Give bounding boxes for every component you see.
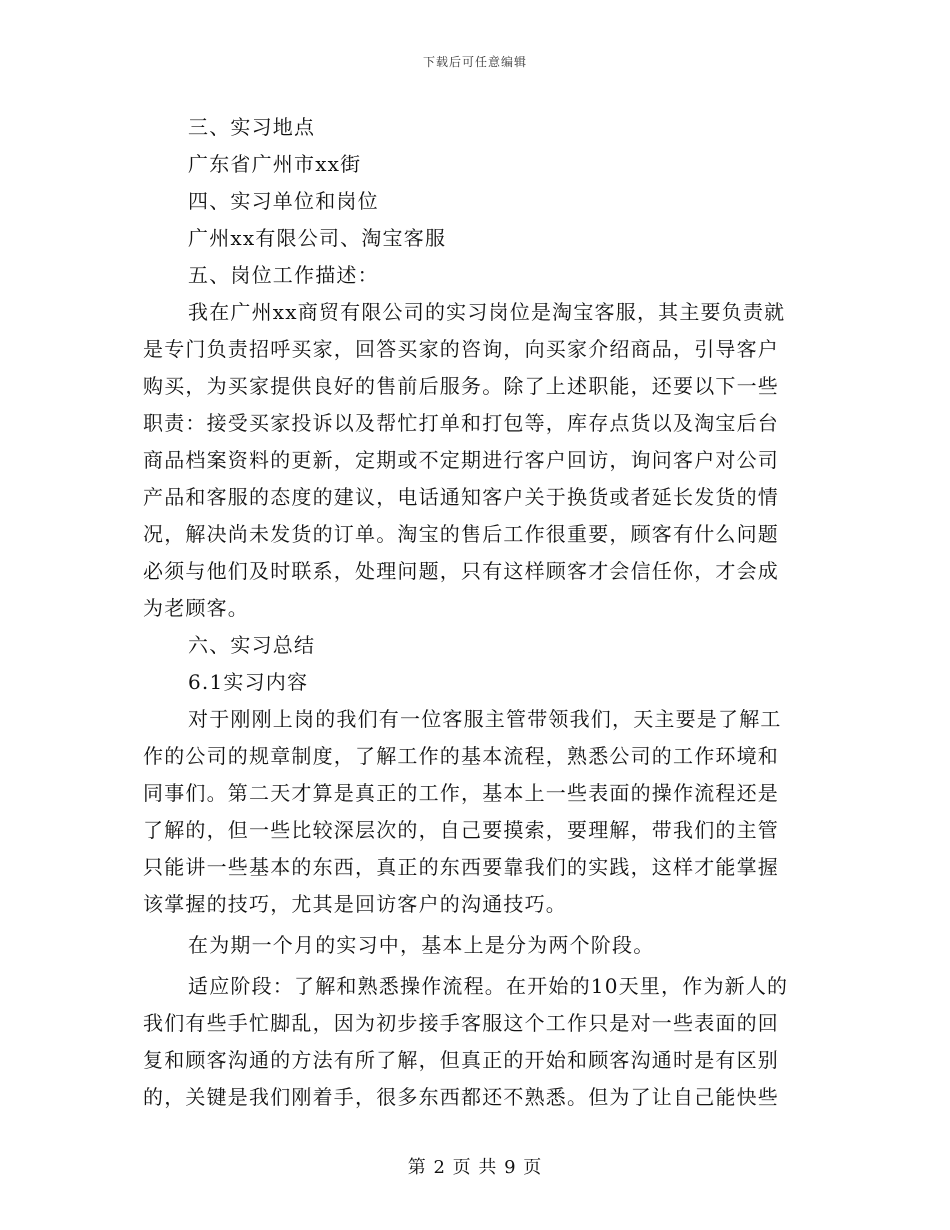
paragraph-line: 是专门负责招呼买家，回答买家的咨询，向买家介绍商品，引导客户 <box>143 337 779 361</box>
section-heading-unit: 四、实习单位和岗位 <box>188 189 379 213</box>
paragraph-line: 我在广州xx商贸有限公司的实习岗位是淘宝客服，其主要负责就 <box>188 300 786 324</box>
paragraph-line: 复和顾客沟通的方法有所了解，但真正的开始和顾客沟通时是有区别 <box>143 1048 779 1072</box>
document-body <box>143 109 807 1116</box>
paragraph-line: 必须与他们及时联系，处理问题，只有这样顾客才会信任你，才会成 <box>143 559 779 583</box>
section-heading-location: 三、实习地点 <box>188 115 316 139</box>
paragraph-line: 作的公司的规章制度，了解工作的基本流程，熟悉公司的工作环境和 <box>143 744 779 768</box>
paragraph-line: 我们有些手忙脚乱，因为初步接手客服这个工作只是对一些表面的回 <box>143 1011 779 1035</box>
paragraph-line: 在为期一个月的实习中，基本上是分为两个阶段。 <box>188 933 655 957</box>
paragraph-line: 商品档案资料的更新，定期或不定期进行客户回访，询问客户对公司 <box>143 448 779 472</box>
page-header: 下载后可任意编辑 <box>422 55 527 69</box>
paragraph-line: 对于刚刚上岗的我们有一位客服主管带领我们，天主要是了解工 <box>188 707 782 731</box>
subsection-heading-content: 6.1实习内容 <box>188 670 309 694</box>
location-text: 广东省广州市xx街 <box>188 152 362 176</box>
paragraph-line: 职责：接受买家投诉以及帮忙打单和打包等，库存点货以及淘宝后台 <box>143 411 779 435</box>
paragraph-line: 购买，为买家提供良好的售前后服务。除了上述职能，还要以下一些 <box>143 374 779 398</box>
paragraph-line: 适应阶段：了解和熟悉操作流程。在开始的10天里，作为新人的 <box>188 974 789 998</box>
paragraph-line: 产品和客服的态度的建议，电话通知客户关于换货或者延长发货的情 <box>143 485 779 509</box>
page-footer: 第 2 页 共 9 页 <box>407 1157 543 1178</box>
paragraph-line: 同事们。第二天才算是真正的工作，基本上一些表面的操作流程还是 <box>143 781 779 805</box>
unit-text: 广州xx有限公司、淘宝客服 <box>188 226 447 250</box>
paragraph-line: 为老顾客。 <box>143 596 249 620</box>
paragraph-line: 的，关键是我们刚着手，很多东西都还不熟悉。但为了让自己能快些 <box>143 1085 779 1109</box>
paragraph-line: 况，解决尚未发货的订单。淘宝的售后工作很重要，顾客有什么问题 <box>143 522 779 546</box>
paragraph-line: 只能讲一些基本的东西，真正的东西要靠我们的实践，这样才能掌握 <box>143 855 779 879</box>
section-heading-job-description: 五、岗位工作描述： <box>188 263 379 287</box>
section-heading-summary: 六、实习总结 <box>188 633 316 657</box>
paragraph-line: 该掌握的技巧，尤其是回访客户的沟通技巧。 <box>143 892 567 916</box>
paragraph-line: 了解的，但一些比较深层次的，自己要摸索，要理解，带我们的主管 <box>143 818 779 842</box>
